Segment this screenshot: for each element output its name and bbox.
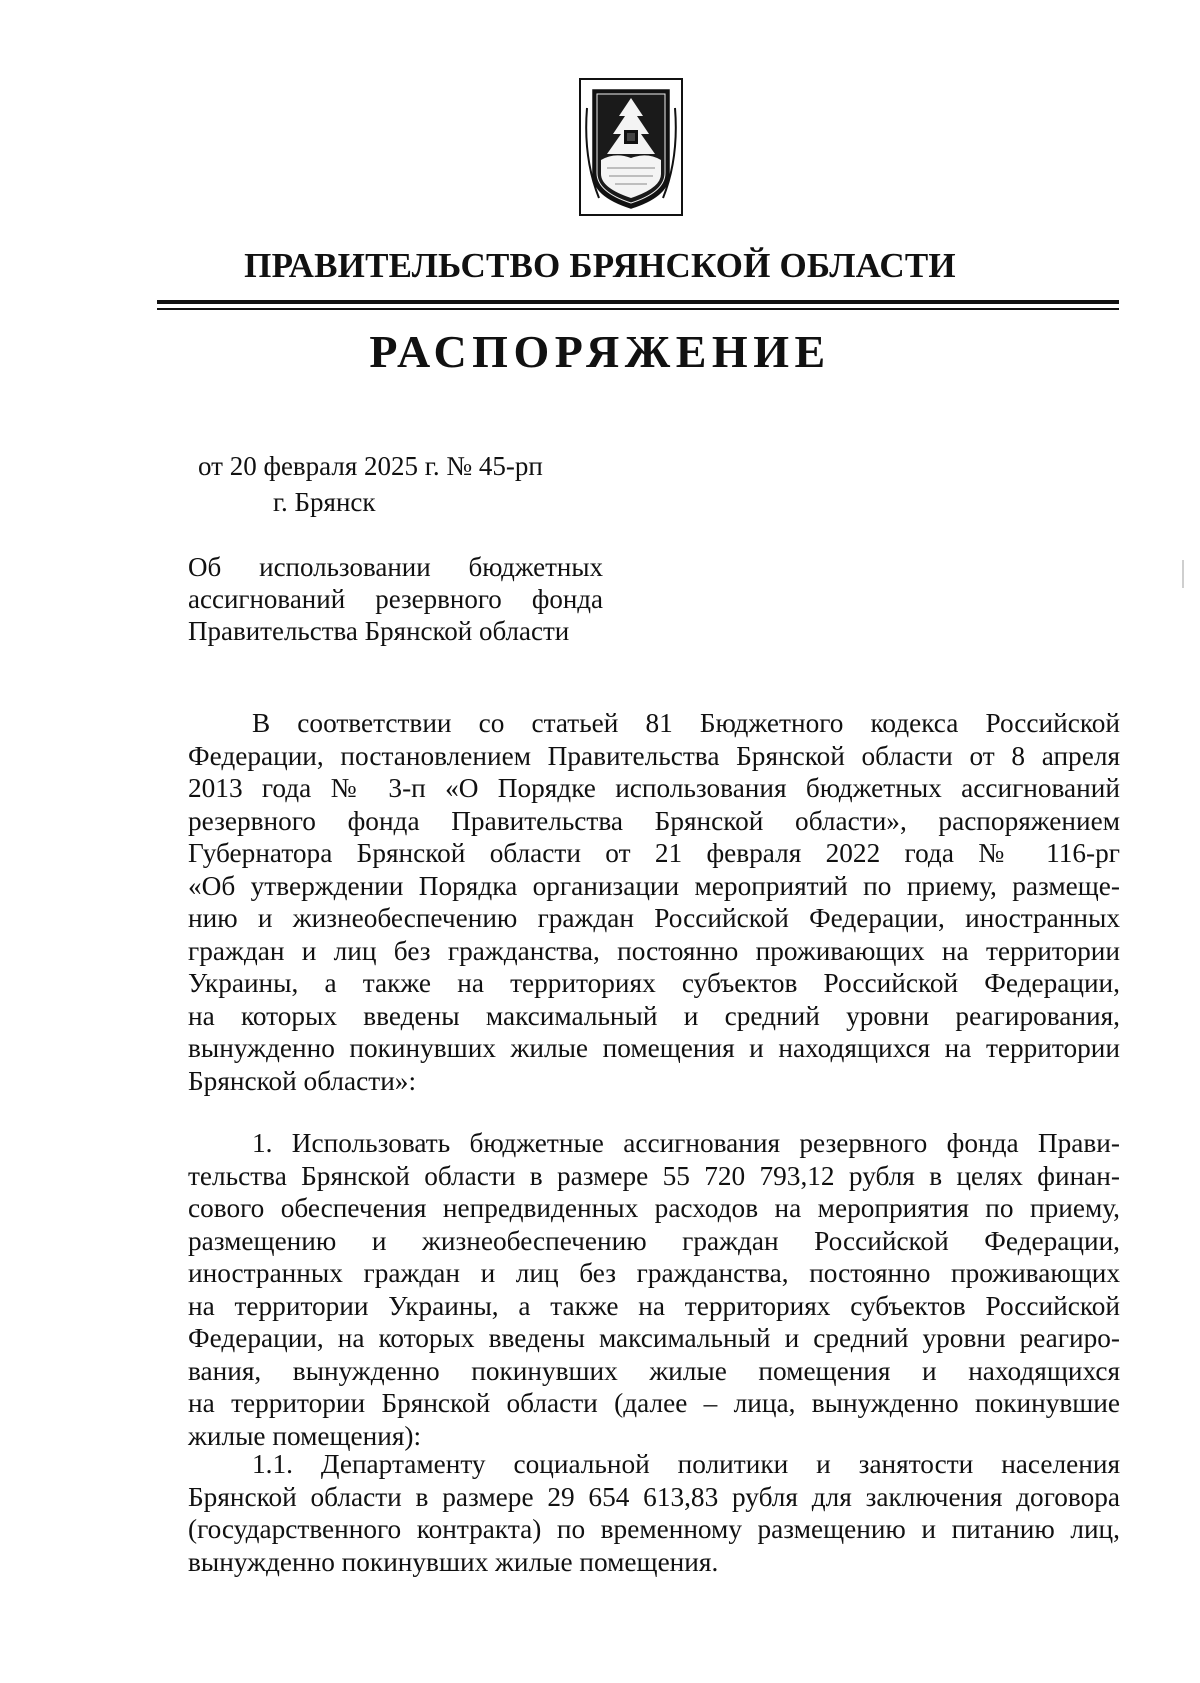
text-line: на территории Брянской области (далее – лица, вынужденно покинувшие — [188, 1388, 1120, 1418]
text-line: 1. Использовать бюджетные ассигнования резервного фонда Прави- — [252, 1128, 1120, 1158]
organization-name: ПРАВИТЕЛЬСТВО БРЯНСКОЙ ОБЛАСТИ — [244, 246, 956, 285]
text-line: Федерации, на которых введены максимальный и средний уровни реагиро- — [188, 1323, 1120, 1353]
text-line: В соответствии со статьей 81 Бюджетного кодекса Российской — [252, 708, 1120, 738]
text-line: резервного фонда Правительства Брянской области», распоряжением — [188, 805, 1120, 836]
text-line: вания, вынужденно покинувших жилые помещения и находящихся — [188, 1355, 1120, 1386]
text-line: тельства Брянской области в размере 55 720 793,12 рубля в целях финан- — [188, 1160, 1120, 1191]
document-title — [188, 551, 603, 647]
preamble-paragraph — [188, 707, 1120, 1097]
item-1-paragraph — [188, 1127, 1120, 1452]
text-line: на которых введены максимальный и средний уровни реагирования, — [188, 1000, 1120, 1031]
text-line: нию и жизнеобеспечению граждан Российской Федерации, иностранных — [188, 903, 1120, 933]
text-line: сового обеспечения непредвиденных расходов на мероприятия по приему, — [188, 1193, 1120, 1223]
date-and-number: от 20 февраля 2025 г. № 45-рп — [198, 451, 543, 481]
text-line: Федерации, постановлением Правительства Брянской области от 8 апреля — [188, 740, 1120, 771]
text-line: 1.1. Департаменту социальной политики и занятости населения — [252, 1449, 1120, 1479]
header-rule-thick — [157, 300, 1119, 304]
text-line: размещению и жизнеобеспечению граждан Российской Федерации, — [188, 1225, 1120, 1256]
header-rule-thin — [157, 308, 1119, 310]
coat-of-arms-icon — [579, 78, 683, 216]
text-line: (государственного контракта) по временному размещению и питанию лиц, — [188, 1514, 1120, 1544]
text-line: «Об утверждении Порядка организации мероприятий по приему, размеще- — [188, 870, 1120, 901]
text-line: Украины, а также на территориях субъектов Российской Федерации, — [188, 968, 1120, 998]
text-line: 2013 года № 3-п «О Порядке использования бюджетных ассигнований — [188, 773, 1120, 803]
item-1-1-paragraph — [188, 1448, 1120, 1578]
title-line: Правительства Брянской области — [188, 616, 570, 646]
city: г. Брянск — [273, 487, 376, 517]
text-line: вынужденно покинувших жилые помещения. — [188, 1546, 719, 1577]
text-line: вынужденно покинувших жилые помещения и находящихся на территории — [188, 1033, 1120, 1063]
text-line: Губернатора Брянской области от 21 февраля 2022 года № 116-рг — [188, 838, 1120, 868]
text-line: иностранных граждан и лиц без гражданства, постоянно проживающих — [188, 1258, 1120, 1288]
scan-mark — [1182, 560, 1184, 588]
title-line: ассигнований резервного фонда — [188, 584, 603, 614]
document-type: РАСПОРЯЖЕНИЕ — [369, 326, 831, 377]
text-line: граждан и лиц без гражданства, постоянно проживающих на территории — [188, 935, 1120, 966]
text-line: Брянской области»: — [188, 1065, 417, 1096]
title-line: Об использовании бюджетных — [188, 552, 603, 582]
text-line: Брянской области в размере 29 654 613,83 рубля для заключения договора — [188, 1481, 1120, 1512]
text-line: на территории Украины, а также на территориях субъектов Российской — [188, 1290, 1120, 1321]
text-line: жилые помещения): — [188, 1420, 422, 1451]
